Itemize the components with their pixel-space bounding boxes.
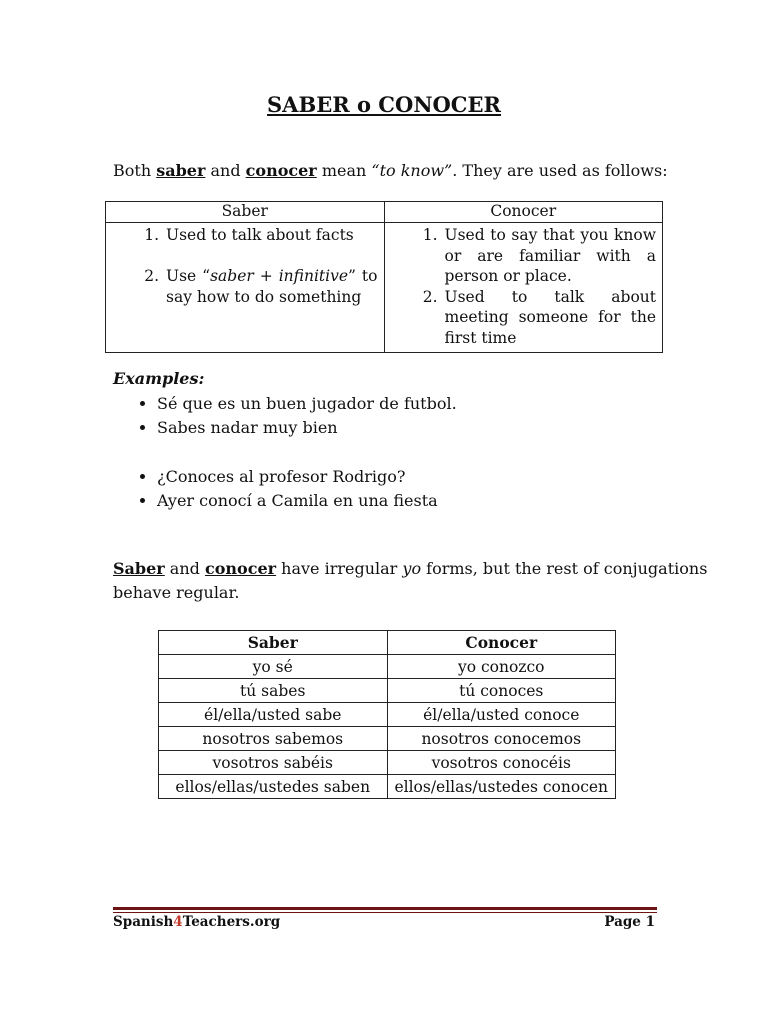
example-item: • Sé que es un buen jugador de futbol. [157, 392, 457, 416]
saber-form: nosotros sabemos [159, 727, 388, 751]
irregular-paragraph: Saber and conocer have irregular yo forms, but the rest of conjugations behave regular. [113, 559, 708, 602]
saber-form: tú sabes [159, 679, 388, 703]
usage-table-row [106, 223, 663, 353]
term-saber: Saber [113, 559, 165, 578]
conjugation-header-row [159, 631, 616, 655]
saber-usage-cell [106, 223, 385, 353]
usage-header-conocer: Conocer [384, 202, 663, 223]
examples-list-conocer [113, 465, 438, 513]
conjugation-header-saber: Saber [159, 631, 388, 655]
example-item: • Sabes nadar muy bien [157, 416, 457, 440]
conocer-usage-item: 1. Used to say that you know or are familiar with a person or place. [443, 225, 657, 287]
conocer-form: él/ella/usted conoce [387, 703, 616, 727]
term-saber: saber [156, 161, 206, 180]
intro-paragraph: Both saber and conocer mean “to know”. They are used as follows: [113, 161, 668, 180]
conjugation-header-conocer: Conocer [387, 631, 616, 655]
conocer-form: tú conoces [387, 679, 616, 703]
saber-form: él/ella/usted sabe [159, 703, 388, 727]
conocer-form: vosotros conocéis [387, 751, 616, 775]
saber-usage-item: 2. Use “saber + infinitive” to say how to do something [164, 266, 378, 307]
term-conocer: conocer [204, 559, 277, 578]
page-title: SABER o CONOCER [267, 92, 501, 117]
conocer-usage-cell [384, 223, 663, 353]
conocer-form: ellos/ellas/ustedes conocen [387, 775, 616, 799]
usage-table-header-row [106, 202, 663, 223]
usage-table [105, 201, 663, 353]
conocer-usage-list [389, 225, 657, 348]
example-item: • Ayer conocí a Camila en una fiesta [157, 489, 438, 513]
conjugation-table [158, 630, 616, 799]
to-know-phrase: “to know” [371, 161, 453, 180]
footer-site: Spanish4Teachers.org [113, 914, 281, 930]
table-row [159, 703, 616, 727]
saber-usage-item: 1. Used to talk about facts [164, 225, 378, 246]
yo-word: yo [402, 559, 422, 578]
page-number: Page 1 [604, 914, 655, 930]
table-row [159, 679, 616, 703]
table-row [159, 727, 616, 751]
conocer-form: yo conozco [387, 655, 616, 679]
conocer-form: nosotros conocemos [387, 727, 616, 751]
saber-form: ellos/ellas/ustedes saben [159, 775, 388, 799]
saber-usage-list [110, 225, 378, 307]
footer-rule-thin [113, 912, 657, 913]
saber-form: vosotros sabéis [159, 751, 388, 775]
footer-rule [113, 907, 657, 910]
table-row [159, 775, 616, 799]
table-row [159, 751, 616, 775]
saber-form: yo sé [159, 655, 388, 679]
term-conocer: conocer [245, 161, 317, 180]
conocer-usage-item: 2. Used to talk about meeting someone for the first time [443, 287, 657, 349]
examples-list-saber [113, 392, 457, 440]
usage-header-saber: Saber [106, 202, 385, 223]
examples-heading: Examples: [113, 369, 205, 388]
example-item: • ¿Conoces al profesor Rodrigo? [157, 465, 438, 489]
table-row [159, 655, 616, 679]
